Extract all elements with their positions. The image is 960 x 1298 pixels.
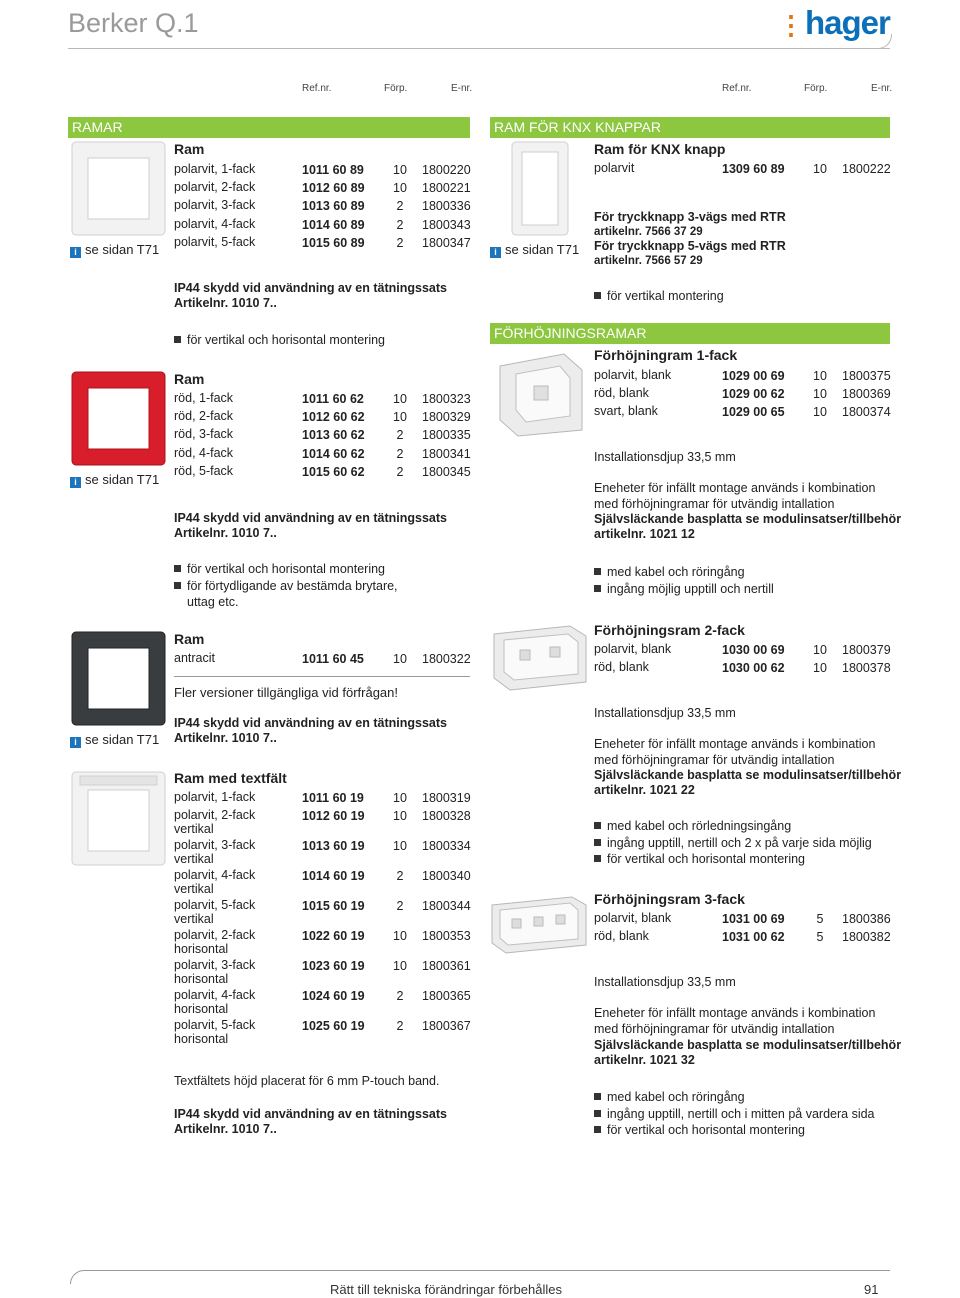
anthracite-frame-image <box>70 630 167 727</box>
heading-knx: Ram för KNX knapp <box>594 141 726 157</box>
cell-desc-line2: vertikal <box>174 881 214 896</box>
cell-desc <box>594 405 658 419</box>
cell-enr: 1800365 <box>422 989 471 1004</box>
bullet-text: för vertikal montering <box>607 289 724 303</box>
cell-desc <box>174 1019 255 1046</box>
bullet-icon <box>174 565 181 572</box>
bullet-text: för vertikal och horisontal montering <box>187 333 386 347</box>
table-row <box>594 912 894 930</box>
cell-pack: 10 <box>393 791 407 805</box>
cell-desc-line2: vertikal <box>174 911 214 926</box>
cell-desc-line: polarvit, 5-fack <box>174 234 256 249</box>
heading-raise-3: Förhöjningsram 3-fack <box>594 891 745 907</box>
info-icon: i <box>70 247 81 258</box>
cell-desc-line2: horisontal <box>174 971 229 986</box>
table-row <box>174 392 474 410</box>
table-row <box>174 791 474 809</box>
cell-enr: 1800374 <box>842 405 891 420</box>
cell-pack: 2 <box>396 199 404 214</box>
cell-desc-line: röd, 1-fack <box>174 391 234 405</box>
art-note-4: Artikelnr. 1010 7.. <box>174 1122 277 1136</box>
bullet-icon <box>594 855 601 862</box>
cell-ref: 1015 60 19 <box>302 899 365 914</box>
table-row <box>174 236 474 254</box>
depth-3: Installationsdjup 33,5 mm <box>594 975 736 989</box>
table-raise-3 <box>594 912 894 948</box>
cell-ref: 1029 00 69 <box>722 369 785 383</box>
cell-ref: 1013 60 19 <box>302 839 365 854</box>
table-row <box>594 369 894 387</box>
bullet-text: med kabel och röringång <box>607 565 745 579</box>
footer-divider-curve <box>70 1270 84 1284</box>
cell-desc-line: röd, 5-fack <box>174 463 234 478</box>
table-ram-white <box>174 163 474 254</box>
cell-ref: 1013 60 89 <box>302 199 365 214</box>
bullet-text: med kabel och röringång <box>607 1090 745 1104</box>
cell-ref: 1012 60 89 <box>302 181 365 196</box>
table-raise-1 <box>594 369 894 424</box>
art-note-1: Artikelnr. 1010 7.. <box>174 296 277 310</box>
col-enr-right: E-nr. <box>871 83 893 94</box>
cell-enr: 1800378 <box>842 661 891 676</box>
ip-note-1: IP44 skydd vid användning av en tätningssats <box>174 281 447 295</box>
cell-desc-line: polarvit, blank <box>594 642 672 656</box>
cell-desc-line: polarvit, 2-fack <box>174 928 256 943</box>
cell-enr: 1800220 <box>422 163 471 177</box>
cell-enr: 1800361 <box>422 959 471 974</box>
table-row <box>594 387 894 405</box>
bullet-list-knx <box>594 288 724 305</box>
cell-enr: 1800343 <box>422 217 471 232</box>
heading-raise-2: Förhöjningsram 2-fack <box>594 622 745 638</box>
cell-desc-line2: horisontal <box>174 941 229 956</box>
bullet-icon <box>594 568 601 575</box>
cell-desc <box>174 236 255 250</box>
text-1c: Självsläckande basplatta se modulinsatser/tillbehör <box>594 512 902 526</box>
table-row <box>174 839 474 869</box>
cell-ref: 1014 60 19 <box>302 869 365 884</box>
text-2a: Eneheter för infällt montage används i kombination <box>594 737 876 751</box>
cell-desc-line: röd, 2-fack <box>174 409 234 424</box>
info-icon: i <box>70 477 81 488</box>
table-knx <box>594 162 894 180</box>
bullet-icon <box>174 582 181 589</box>
cell-enr: 1800334 <box>422 839 471 854</box>
bullet-icon <box>594 822 601 829</box>
cell-ref: 1022 60 19 <box>302 929 365 944</box>
see-page-ref-4[interactable] <box>490 242 579 258</box>
cell-desc <box>174 218 255 232</box>
bullet-icon <box>594 292 601 299</box>
bullet-list-white <box>174 332 385 349</box>
header-divider-curve <box>878 34 892 49</box>
cell-desc-line: polarvit, 4-fack <box>174 868 256 883</box>
cell-ref: 1014 60 89 <box>302 217 365 232</box>
cell-ref: 1011 60 19 <box>302 791 364 805</box>
heading-ram-white: Ram <box>174 141 205 157</box>
heading-ram-red: Ram <box>174 371 205 387</box>
text-1a: Eneheter för infällt montage används i kombination <box>594 481 876 495</box>
cell-desc <box>174 899 255 926</box>
cell-pack: 10 <box>393 959 407 974</box>
cell-desc-line2: horisontal <box>174 1001 229 1016</box>
footer-text: Rätt till tekniska förändringar förbehålles <box>330 1282 562 1297</box>
bullet-icon <box>594 839 601 846</box>
cell-desc <box>594 912 671 926</box>
cell-pack: 10 <box>813 369 827 383</box>
col-forp: Förp. <box>384 83 408 94</box>
cell-pack: 2 <box>396 217 404 232</box>
bullet-text: ingång möjlig upptill och nertill <box>607 581 774 596</box>
cell-enr: 1800341 <box>422 446 471 461</box>
text-3d: artikelnr. 1021 32 <box>594 1053 695 1067</box>
cell-enr: 1800335 <box>422 428 471 443</box>
cell-desc <box>174 181 255 195</box>
ip-note-3: IP44 skydd vid användning av en tätningssats <box>174 716 447 730</box>
cell-ref: 1023 60 19 <box>302 959 365 974</box>
cell-desc-line: röd, blank <box>594 386 649 401</box>
see-page-ref-1[interactable] <box>70 242 159 258</box>
bullet-text: för vertikal och horisontal montering <box>607 1123 806 1137</box>
textfield-note: Textfältets höjd placerat för 6 mm P-touch band. <box>174 1074 440 1088</box>
table-ram-red <box>174 392 474 483</box>
see-page-ref-2[interactable] <box>70 472 159 488</box>
cell-desc <box>594 930 649 944</box>
cell-desc-line: polarvit, blank <box>594 368 672 382</box>
cell-pack: 5 <box>816 930 824 945</box>
text-3c: Självsläckande basplatta se modulinsatser/tillbehör <box>594 1038 902 1052</box>
cell-desc-line2: vertikal <box>174 851 214 866</box>
cell-ref: 1015 60 62 <box>302 464 365 479</box>
raise-frame-3-image <box>488 893 590 959</box>
cell-enr: 1800382 <box>842 930 891 945</box>
raise-frame-1-image <box>494 348 586 438</box>
section-bar-hojning: FÖRHÖJNINGSRAMAR <box>490 323 890 344</box>
bullet-text-cont: uttag etc. <box>187 595 239 609</box>
art-note-3: Artikelnr. 1010 7.. <box>174 731 277 745</box>
cell-enr: 1800323 <box>422 392 471 406</box>
table-row <box>174 929 474 959</box>
cell-ref: 1011 60 62 <box>302 392 364 406</box>
bullet-list-raise-2 <box>594 818 872 868</box>
page-number: 91 <box>864 1282 879 1297</box>
table-row <box>174 809 474 839</box>
cell-desc <box>174 447 233 461</box>
text-2c: Självsläckande basplatta se modulinsatser/tillbehör <box>594 768 902 782</box>
table-row <box>594 405 894 423</box>
hager-logo <box>778 4 890 42</box>
cell-desc-line2: vertikal <box>174 821 214 836</box>
knx-note-4: artikelnr. 7566 57 29 <box>594 255 703 267</box>
table-row <box>174 410 474 428</box>
cell-desc <box>174 791 255 805</box>
knx-note-1: För tryckknapp 3-vägs med RTR <box>594 210 786 224</box>
cell-pack: 10 <box>813 162 827 176</box>
bullet-text: för vertikal och horisontal montering <box>187 562 386 576</box>
cell-desc-line2: horisontal <box>174 1031 229 1046</box>
cell-enr: 1800329 <box>422 410 471 425</box>
table-ram-anthracite <box>174 652 474 670</box>
cell-pack: 10 <box>393 163 407 177</box>
see-text: se sidan T71 <box>85 472 160 487</box>
text-2b: med förhöjningramar för utvändig intallation <box>594 753 835 767</box>
table-raise-2 <box>594 643 894 679</box>
cell-pack: 10 <box>393 809 407 824</box>
versions-note: Fler versioner tillgängliga vid förfrågan! <box>174 685 398 700</box>
table-row <box>174 959 474 989</box>
heading-ram-anthracite: Ram <box>174 631 205 647</box>
bullet-text: för förtydligande av bestämda brytare, <box>187 578 398 593</box>
text-1d: artikelnr. 1021 12 <box>594 527 695 541</box>
cell-enr: 1800322 <box>422 652 471 666</box>
see-page-ref-3[interactable] <box>70 732 159 748</box>
cell-desc <box>174 392 233 406</box>
cell-pack: 2 <box>396 428 404 443</box>
cell-desc <box>174 163 255 177</box>
cell-ref: 1014 60 62 <box>302 446 365 461</box>
bullet-list-raise-1 <box>594 564 774 597</box>
cell-ref: 1011 60 89 <box>302 163 364 177</box>
cell-pack: 2 <box>396 464 404 479</box>
knx-frame-image <box>510 140 570 237</box>
cell-ref: 1025 60 19 <box>302 1019 365 1034</box>
bullet-icon <box>594 1126 601 1133</box>
cell-pack: 10 <box>813 661 827 676</box>
cell-desc-line: polarvit, 1-fack <box>174 162 256 176</box>
table-row <box>594 162 894 180</box>
white-frame-image <box>70 140 167 237</box>
bullet-icon <box>594 1093 601 1100</box>
cell-ref: 1031 00 69 <box>722 912 785 926</box>
section-bar-knx: RAM FÖR KNX KNAPPAR <box>490 117 890 138</box>
cell-enr: 1800386 <box>842 912 891 926</box>
cell-ref: 1309 60 89 <box>722 162 785 176</box>
cell-pack: 10 <box>393 181 407 196</box>
cell-desc-line: polarvit, 3-fack <box>174 958 256 973</box>
cell-enr: 1800340 <box>422 869 471 884</box>
cell-pack: 2 <box>396 1019 404 1034</box>
table-row <box>174 447 474 465</box>
bullet-text: ingång upptill, nertill och 2 x på varje sida möjlig <box>607 835 872 850</box>
cell-pack: 10 <box>813 643 827 657</box>
row-divider <box>174 676 470 677</box>
bullet-icon <box>174 336 181 343</box>
cell-desc-line: svart, blank <box>594 404 658 419</box>
header-divider <box>68 48 890 49</box>
cell-enr: 1800221 <box>422 181 471 196</box>
depth-2: Installationsdjup 33,5 mm <box>594 706 736 720</box>
cell-ref: 1029 00 65 <box>722 405 785 420</box>
cell-enr: 1800222 <box>842 162 891 176</box>
cell-desc-line: polarvit, 3-fack <box>174 838 256 853</box>
bullet-text: ingång upptill, nertill och i mitten på vardera sida <box>607 1106 875 1121</box>
info-icon: i <box>70 737 81 748</box>
cell-ref: 1015 60 89 <box>302 235 365 250</box>
heading-raise-1: Förhöjningram 1-fack <box>594 347 738 363</box>
table-row <box>174 652 474 670</box>
info-icon: i <box>490 247 501 258</box>
cell-desc <box>174 199 255 213</box>
bullet-icon <box>594 1110 601 1117</box>
cell-enr: 1800375 <box>842 369 891 383</box>
cell-ref: 1011 60 45 <box>302 652 364 666</box>
table-row <box>174 899 474 929</box>
bullet-text: med kabel och rörledningsingång <box>607 819 792 833</box>
cell-desc <box>174 809 255 836</box>
cell-enr: 1800319 <box>422 791 471 805</box>
cell-enr: 1800347 <box>422 235 471 250</box>
cell-pack: 2 <box>396 899 404 914</box>
cell-desc <box>174 428 233 442</box>
table-row <box>594 661 894 679</box>
cell-desc-line: polarvit, 4-fack <box>174 988 256 1003</box>
cell-desc <box>174 410 233 424</box>
cell-enr: 1800353 <box>422 929 471 944</box>
table-row <box>174 428 474 446</box>
table-row <box>174 218 474 236</box>
cell-enr: 1800328 <box>422 809 471 824</box>
col-ref: Ref.nr. <box>302 83 332 94</box>
bullet-list-raise-3 <box>594 1089 875 1139</box>
cell-pack: 10 <box>813 387 827 402</box>
cell-desc <box>594 643 671 657</box>
cell-desc-line: polarvit, 1-fack <box>174 790 256 804</box>
cell-desc <box>594 661 649 675</box>
textfield-frame-image <box>70 770 167 867</box>
bullet-icon <box>594 585 601 592</box>
cell-ref: 1013 60 62 <box>302 428 365 443</box>
bullet-text: för vertikal och horisontal montering <box>607 852 806 866</box>
cell-ref: 1029 00 62 <box>722 387 785 402</box>
cell-pack: 10 <box>393 929 407 944</box>
cell-pack: 10 <box>393 410 407 425</box>
cell-desc: polarvit <box>594 161 635 175</box>
table-row <box>174 199 474 217</box>
cell-pack: 10 <box>393 392 407 406</box>
cell-desc: antracit <box>174 651 215 665</box>
cell-ref: 1031 00 62 <box>722 930 785 945</box>
raise-frame-2-image <box>490 622 590 694</box>
table-row <box>174 465 474 483</box>
cell-desc-line: polarvit, 5-fack <box>174 898 256 913</box>
table-row <box>174 181 474 199</box>
depth-1: Installationsdjup 33,5 mm <box>594 450 736 464</box>
cell-enr: 1800379 <box>842 643 891 657</box>
table-row <box>174 163 474 181</box>
cell-desc <box>174 989 255 1016</box>
cell-desc-line: polarvit, 2-fack <box>174 808 256 823</box>
cell-enr: 1800336 <box>422 199 471 214</box>
cell-enr: 1800369 <box>842 387 891 402</box>
art-note-2: Artikelnr. 1010 7.. <box>174 526 277 540</box>
cell-desc-line: röd, blank <box>594 660 649 675</box>
see-text: se sidan T71 <box>85 242 160 257</box>
cell-desc <box>174 959 255 986</box>
cell-desc <box>174 465 233 479</box>
cell-desc <box>594 387 649 401</box>
cell-desc <box>174 869 255 896</box>
table-row <box>174 989 474 1019</box>
table-ram-textfalt <box>174 791 474 1049</box>
logo-dots-icon: ⋮ <box>778 10 803 40</box>
column-headers-left <box>0 83 960 97</box>
cell-pack: 10 <box>393 839 407 854</box>
text-2d: artikelnr. 1021 22 <box>594 783 695 797</box>
cell-pack: 2 <box>396 869 404 884</box>
col-enr: E-nr. <box>451 83 473 94</box>
section-bar-ramar: RAMAR <box>68 117 470 138</box>
cell-desc <box>594 369 671 383</box>
cell-desc-line: röd, 3-fack <box>174 427 234 442</box>
knx-note-2: artikelnr. 7566 37 29 <box>594 226 703 238</box>
table-row <box>174 1019 474 1049</box>
table-row <box>594 643 894 661</box>
text-3a: Eneheter för infällt montage används i kombination <box>594 1006 876 1020</box>
heading-ram-textfalt: Ram med textfält <box>174 770 287 786</box>
ip-note-2: IP44 skydd vid användning av en tätningssats <box>174 511 447 525</box>
bullet-list-red <box>174 561 398 611</box>
red-frame-image <box>70 370 167 467</box>
cell-pack: 2 <box>396 235 404 250</box>
cell-ref: 1030 00 62 <box>722 661 785 676</box>
cell-desc <box>174 839 255 866</box>
footer-divider <box>84 1270 890 1271</box>
see-text: se sidan T71 <box>505 242 580 257</box>
cell-desc-line: polarvit, 4-fack <box>174 216 256 231</box>
text-1b: med förhöjningramar för utvändig intallation <box>594 497 835 511</box>
knx-note-3: För tryckknapp 5-vägs med RTR <box>594 239 786 253</box>
cell-pack: 10 <box>813 405 827 420</box>
brand-title: Berker Q.1 <box>68 8 199 38</box>
cell-pack: 10 <box>393 652 407 666</box>
text-3b: med förhöjningramar för utvändig intallation <box>594 1022 835 1036</box>
col-forp-right: Förp. <box>804 83 828 94</box>
see-text: se sidan T71 <box>85 732 160 747</box>
cell-ref: 1030 00 69 <box>722 643 785 657</box>
cell-ref: 1012 60 19 <box>302 809 365 824</box>
cell-desc-line: polarvit, 2-fack <box>174 180 256 195</box>
cell-desc-line: polarvit, 3-fack <box>174 198 256 213</box>
cell-pack: 2 <box>396 446 404 461</box>
cell-enr: 1800345 <box>422 464 471 479</box>
cell-ref: 1012 60 62 <box>302 410 365 425</box>
table-row <box>594 930 894 948</box>
cell-pack: 5 <box>816 912 824 926</box>
col-ref-right: Ref.nr. <box>722 83 752 94</box>
cell-ref: 1024 60 19 <box>302 989 365 1004</box>
logo-text: hager <box>805 4 890 41</box>
table-row <box>174 869 474 899</box>
cell-desc-line: polarvit, blank <box>594 911 672 925</box>
ip-note-4: IP44 skydd vid användning av en tätningssats <box>174 1107 447 1121</box>
cell-enr: 1800367 <box>422 1019 471 1034</box>
cell-desc-line: polarvit, 5-fack <box>174 1018 256 1033</box>
cell-desc-line: röd, blank <box>594 929 649 944</box>
cell-pack: 2 <box>396 989 404 1004</box>
cell-enr: 1800344 <box>422 899 471 914</box>
cell-desc <box>174 929 255 956</box>
cell-desc-line: röd, 4-fack <box>174 445 234 460</box>
